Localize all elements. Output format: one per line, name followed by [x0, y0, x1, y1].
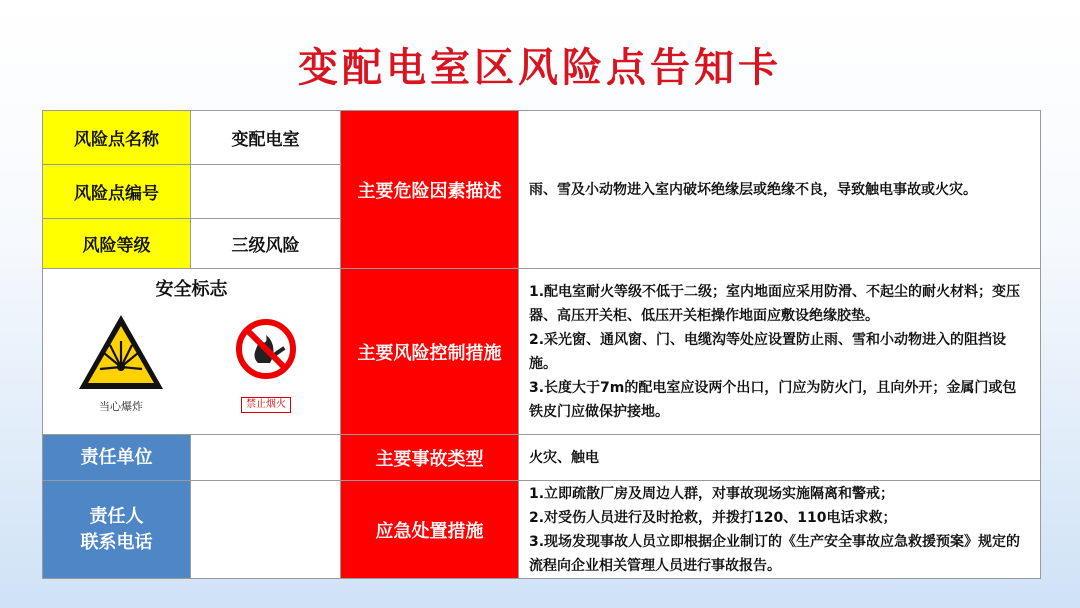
unit-value: [191, 435, 341, 481]
risk-code-label: 风险点编号: [43, 165, 191, 219]
risk-name-value: 变配电室: [191, 111, 341, 165]
risk-name-label: 风险点名称: [43, 111, 191, 165]
explosion-warning-icon: [76, 311, 166, 393]
risk-level-value: 三级风险: [191, 219, 341, 269]
emergency-item-3: 3.现场发现事故人员立即根据企业制订的《生产安全事故应急救援预案》规定的流程向企业相关管理人员进行事故报告。: [529, 533, 1021, 574]
hazard-text: 雨、雪及小动物进入室内破坏绝缘层或绝缘不良，导致触电事故或火灾。: [519, 111, 1041, 269]
emergency-label: 应急处置措施: [341, 481, 519, 579]
explosion-sign-label: 当心爆炸: [99, 400, 143, 413]
control-label: 主要风险控制措施: [341, 269, 519, 435]
safety-signs-title: 安全标志: [155, 279, 228, 300]
control-measures: [519, 269, 1041, 435]
control-item-1: 1.配电室耐火等级不低于二级；室内地面应采用防滑、不起尘的耐火材料；变压器、高压开关柜、低压开关柜操作地面应敷设绝缘胶垫。: [529, 283, 1021, 324]
risk-level-label: 风险等级: [43, 219, 191, 269]
emergency-item-2: 2.对受伤人员进行及时抢救，并拨打120、110电话求救；: [529, 509, 897, 526]
unit-label: 责任单位: [43, 435, 191, 481]
no-fire-sign-label: 禁止烟火: [241, 397, 291, 413]
contact-label-phone: 联系电话: [80, 531, 153, 553]
contact-value: [191, 481, 341, 579]
no-fire-sign: [221, 317, 311, 413]
emergency-measures: [519, 481, 1041, 579]
contact-label: [43, 481, 191, 579]
accident-text: 火灾、触电: [519, 435, 1041, 481]
accident-label: 主要事故类型: [341, 435, 519, 481]
contact-label-person: 责任人: [89, 505, 144, 527]
explosion-sign: [71, 311, 171, 414]
emergency-item-1: 1.立即疏散厂房及周边人群，对事故现场实施隔离和警戒；: [529, 485, 895, 502]
page-title: 变配电室区风险点告知卡: [298, 45, 782, 91]
safety-signs-cell: [43, 269, 341, 435]
control-item-2: 2.采光窗、通风窗、门、电缆沟等处应设置防止雨、雪和小动物进入的阻挡设施。: [529, 331, 1007, 372]
risk-code-value: [191, 165, 341, 219]
hazard-label: 主要危险因素描述: [341, 111, 519, 269]
risk-card-table: [42, 110, 1041, 579]
no-fire-icon: [234, 317, 298, 381]
control-item-3: 3.长度大于7m的配电室应设两个出口，门应为防火门，且向外开；金属门或包铁皮门应做保护接地。: [529, 379, 1017, 420]
